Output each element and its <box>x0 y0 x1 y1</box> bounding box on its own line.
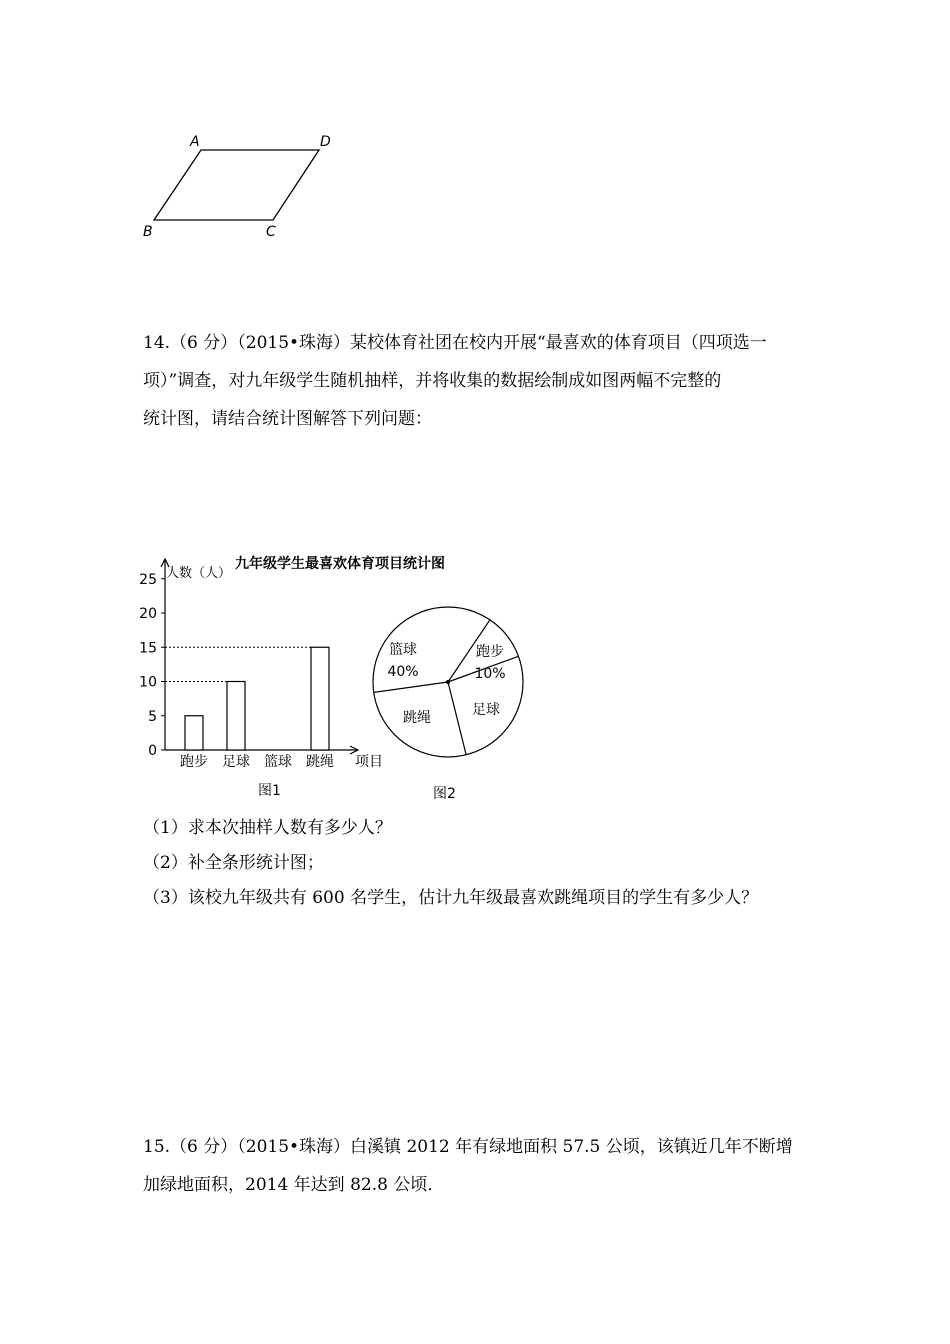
pie-percent-label: 10% <box>474 666 506 682</box>
y-tick-label: 0 <box>148 743 157 759</box>
pie-label: 跳绳 <box>403 710 431 726</box>
y-tick-label: 5 <box>148 708 157 725</box>
x-tick-label: 足球 <box>222 754 250 770</box>
q15-line-2: 加绿地面积，2014 年达到 82.8 公顷． <box>143 1175 445 1195</box>
pie-chart <box>365 600 540 805</box>
pie-label: 足球 <box>472 702 500 718</box>
y-axis-label: 人数（人） <box>166 566 232 581</box>
q14-line-3: 统计图，请结合统计图解答下列问题： <box>143 409 432 429</box>
vertex-label-d: D <box>320 134 331 150</box>
vertex-label-a: A <box>190 134 200 150</box>
q14-sub-3: （3）该校九年级共有 600 名学生，估计九年级最喜欢跳绳项目的学生有多少人？ <box>143 888 759 908</box>
chart-title: 九年级学生最喜欢体育项目统计图 <box>235 556 445 572</box>
pie-label: 跑步 <box>476 644 504 660</box>
q14-line-2: 项）”调查，对九年级学生随机抽样，并将收集的数据绘制成如图两幅不完整的 <box>143 371 722 391</box>
q15-text <box>143 1128 813 1204</box>
q14-text <box>143 324 813 438</box>
x-tick-label: 跑步 <box>180 754 208 770</box>
y-tick-label: 15 <box>139 640 157 657</box>
figure-caption-1: 图1 <box>258 783 281 799</box>
bar <box>185 716 203 750</box>
x-axis-label: 项目 <box>355 754 383 770</box>
pie-percent-label: 40% <box>387 664 419 680</box>
q15-line-1: 15.（6 分）（2015•珠海）白溪镇 2012 年有绿地面积 57.5 公顷，该镇近几年不断增 <box>143 1137 793 1157</box>
y-tick-label: 10 <box>139 674 157 691</box>
q14-line-1: 14.（6 分）（2015•珠海）某校体育社团在校内开展“最喜欢的体育项目（四项选一 <box>143 333 767 353</box>
x-tick-label: 篮球 <box>264 754 292 770</box>
y-tick-label: 25 <box>139 571 157 588</box>
bar <box>227 682 245 751</box>
y-tick-label: 20 <box>139 606 157 622</box>
parallelogram-abcd <box>154 150 319 220</box>
q14-sub-1: （1）求本次抽样人数有多少人？ <box>143 818 392 838</box>
vertex-label-c: C <box>266 224 276 240</box>
pie-label: 篮球 <box>389 642 417 658</box>
pie-center <box>446 680 450 684</box>
bar <box>311 647 329 750</box>
vertex-label-b: B <box>143 224 153 240</box>
x-tick-label: 跳绳 <box>306 754 334 770</box>
parallelogram-figure <box>140 128 340 243</box>
q14-sub-2: （2）补全条形统计图； <box>143 853 324 873</box>
figure-caption-2: 图2 <box>433 786 456 802</box>
